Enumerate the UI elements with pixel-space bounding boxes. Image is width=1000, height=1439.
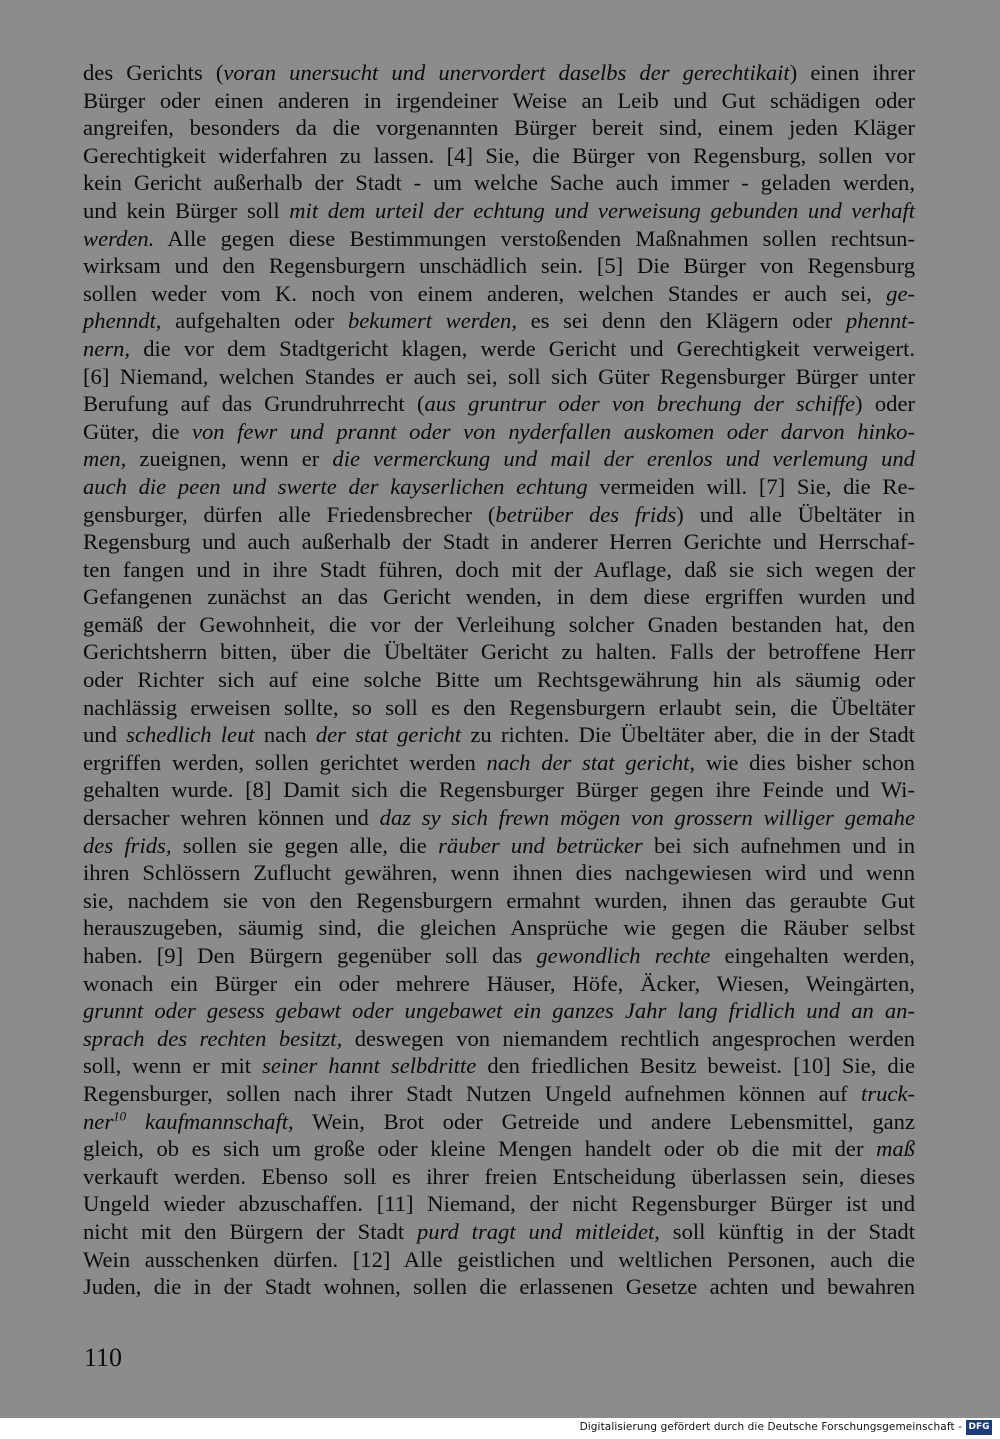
text-line [83, 114, 915, 142]
italic-quote: bekumert werden, [347, 308, 517, 334]
text-line [83, 611, 915, 639]
text-line [83, 418, 915, 446]
italic-quote: räuber und betrücker [438, 832, 643, 858]
text-run: zu richten. Die Übeltäter aber, die in der Stadt [461, 722, 915, 748]
italic-quote: maß [876, 1136, 915, 1162]
text-line [83, 776, 915, 804]
text-run: Wein, Brot oder Getreide und andere Lebensmittel, ganz [293, 1108, 916, 1134]
text-run: deswegen von niemandem rechtlich angesprochen werden [342, 1025, 915, 1051]
footer-credit: Digitalisierung gefördert durch die Deutsche Forschungsgemeinschaft - [579, 1421, 962, 1433]
italic-quote: grunnt oder gesess gebawt oder ungebawet ein ganzes Jahr lang fridlich und an an- [83, 998, 915, 1024]
page-number: 110 [84, 1343, 123, 1372]
text-run: Ungeld wieder abzuschaffen. [11] Niemand, der nicht Regensburger Bürger ist und [83, 1191, 915, 1217]
text-run: Gefangenen zunächst an das Gericht wenden, in dem diese ergriffen wurden und [83, 584, 915, 610]
text-line [83, 1163, 915, 1191]
text-run: bei sich aufnehmen und in [642, 832, 915, 858]
text-run: verkauft werden. Ebenso soll es ihrer freien Entscheidung überlassen sein, dieses [83, 1163, 915, 1189]
text-run: nicht mit den Bürgern der Stadt [83, 1218, 417, 1244]
text-run: wirksam und den Regensburgern unschädlich sein. [5] Die Bürger von Regensburg [83, 253, 915, 279]
text-line [83, 390, 915, 418]
text-run: vermeiden will. [7] Sie, die Re- [587, 473, 915, 499]
text-run: wonach ein Bürger ein oder mehrere Häuser, Höfe, Äcker, Wiesen, Weingärten, [83, 970, 915, 996]
text-run: und kein Bürger soll [83, 197, 290, 223]
text-run: sie, nachdem sie von den Regensburgern ermahnt wurden, ihnen das geraubte Gut [83, 887, 915, 913]
text-line [83, 87, 915, 115]
text-line [83, 1108, 915, 1136]
footer-bar [0, 1418, 1000, 1439]
text-run: Güter, die [83, 418, 192, 444]
italic-quote: von fewr und prannt oder von nyderfallen auskomen oder darvon hinko- [191, 418, 915, 444]
text-run: Berufung auf das Grundruhrrecht ( [83, 391, 425, 417]
text-line [83, 556, 915, 584]
text-line [83, 59, 915, 87]
text-run: den friedlichen Besitz beweist. [10] Sie, die [476, 1053, 916, 1079]
text-run: ten fangen und in ihre Stadt führen, doch mit der Auflage, daß sie sich wegen der [83, 556, 915, 582]
text-line [83, 694, 915, 722]
text-run: und [83, 722, 127, 748]
text-run: ) oder [855, 391, 915, 417]
text-run: nach [254, 722, 316, 748]
footnote-marker: 10 [113, 1108, 127, 1124]
text-line [83, 501, 915, 529]
text-run: die vor dem Stadtgericht klagen, werde Gericht und Gerechtigkeit verweigert. [130, 335, 915, 361]
italic-quote: sprach des rechten besitzt, [83, 1025, 343, 1051]
text-line [83, 1135, 915, 1163]
text-run: angreifen, besonders da die vorgenannten Bürger bereit sind, einem jeden Kläger [83, 115, 915, 141]
text-run: sollen sie gegen alle, die [171, 832, 439, 858]
italic-quote: phenndt, [83, 308, 162, 334]
text-run: gemäß der Gewohnheit, die vor der Verleihung solcher Gnaden bestanden hat, den [83, 611, 915, 637]
italic-quote: daz sy sich frewn mögen von grossern williger gemahe [379, 805, 915, 831]
text-run: des Gerichts ( [83, 60, 224, 85]
text-line [83, 252, 915, 280]
text-line [83, 887, 915, 915]
italic-quote: der stat gericht [315, 722, 462, 748]
text-run: aufgehalten oder [161, 308, 348, 334]
italic-quote: des frids, [83, 832, 172, 858]
text-line [83, 942, 915, 970]
text-run: Regensburger, sollen nach ihrer Stadt Nutzen Ungeld aufnehmen können auf [83, 1080, 862, 1106]
text-line [83, 583, 915, 611]
text-run: nachlässig erweisen sollte, so soll es den Regensburgern erlaubt sein, die Übeltäter [83, 694, 915, 720]
italic-quote: betrüber des frids [495, 501, 677, 527]
text-run: Wein ausschenken dürfen. [12] Alle geistlichen und weltlichen Personen, auch die [83, 1246, 915, 1272]
text-line [83, 859, 915, 887]
text-line [83, 225, 915, 253]
text-run: kein Gericht außerhalb der Stadt - um welche Sache auch immer - geladen werden, [83, 170, 915, 196]
text-run: ihren Schlössern Zuflucht gewähren, wenn ihnen dies nachgewiesen wird und wenn [83, 860, 915, 886]
text-run: soll künftig in der Stadt [659, 1218, 915, 1244]
text-run: wie dies bisher schon [695, 749, 915, 775]
text-line [83, 1218, 915, 1246]
text-line [83, 1246, 915, 1274]
italic-quote: nern, [83, 335, 131, 361]
text-line [83, 749, 915, 777]
italic-quote: auch die peen und swerte der kayserlichen echtung [83, 473, 588, 499]
italic-quote: werden. [83, 225, 155, 251]
text-line [83, 528, 915, 556]
text-line [83, 1080, 915, 1108]
text-run: [6] Niemand, welchen Standes er auch sei, soll sich Güter Regensburger Bürger unter [83, 363, 915, 389]
text-run: eingehalten werden, [710, 943, 915, 968]
text-line [83, 1052, 915, 1080]
text-run: Gerichtsherrn bitten, über die Übeltäter Gericht zu halten. Falls der betroffene Herr [83, 639, 915, 665]
text-run: es sei denn den Klägern oder [517, 308, 846, 334]
text-run: Regensburg und auch außerhalb der Stadt in anderer Herren Gerichte und Herrschaf- [83, 529, 915, 555]
text-line [83, 666, 915, 694]
text-run: herauszugeben, säumig sind, die gleichen Ansprüche wie gegen die Räuber selbst [83, 915, 915, 941]
text-line [83, 1025, 915, 1053]
text-line [83, 832, 915, 860]
text-run: ) einen ihrer [789, 60, 915, 85]
text-run: Alle gegen diese Bestimmungen verstoßenden Maßnahmen sollen rechtsun- [154, 225, 915, 251]
text-line [83, 473, 915, 501]
text-line [83, 1273, 915, 1301]
italic-quote: voran unersucht und unervordert daselbs der gerechtikait [223, 60, 790, 85]
dfg-logo: DFG [966, 1420, 992, 1435]
text-line [83, 997, 915, 1025]
italic-quote: purd tragt und mitleidet, [416, 1218, 660, 1244]
italic-quote: schedlich leut [126, 722, 255, 748]
text-line [83, 363, 915, 391]
text-line [83, 445, 915, 473]
text-line [83, 335, 915, 363]
text-run: haben. [9] Den Bürgern gegenüber soll das [83, 943, 537, 968]
text-run: Juden, die in der Stadt wohnen, sollen die erlassenen Gesetze achten und bewahren [83, 1274, 915, 1300]
text-run: Bürger oder einen anderen in irgendeiner Weise an Leib und Gut schädigen oder [83, 87, 915, 113]
text-line [83, 197, 915, 225]
text-run: sollen weder vom K. noch von einem anderen, welchen Standes er auch sei, [83, 280, 887, 306]
text-line [83, 638, 915, 666]
text-run: zueignen, wenn er [126, 446, 333, 472]
text-line [83, 280, 915, 308]
body-text [83, 59, 915, 1301]
italic-quote: ner [83, 1108, 114, 1134]
italic-quote: nach der stat gericht, [486, 749, 696, 775]
text-line [83, 914, 915, 942]
text-run: dersacher wehren können und [83, 805, 380, 831]
italic-quote: phennt- [845, 308, 915, 334]
text-run: soll, wenn er mit [83, 1053, 263, 1079]
text-run: oder Richter sich auf eine solche Bitte um Rechtsgewährung hin als säumig oder [83, 667, 915, 693]
text-run: gleich, ob es sich um große oder kleine Mengen handelt oder ob die mit der [83, 1136, 877, 1162]
italic-quote: mit dem urteil der echtung und verweisung gebunden und verhaft [289, 197, 915, 223]
text-run: gehalten wurde. [8] Damit sich die Regensburger Bürger gegen ihre Feinde und Wi- [83, 777, 915, 803]
text-line [83, 1190, 915, 1218]
text-run: ) und alle Übeltäter in [676, 501, 915, 527]
italic-quote: ge- [886, 280, 915, 306]
italic-quote: gewondlich rechte [536, 943, 711, 968]
text-line [83, 721, 915, 749]
text-line [83, 970, 915, 998]
italic-quote: aus gruntrur oder von brechung der schiffe [424, 391, 856, 417]
italic-quote: truck- [861, 1080, 915, 1106]
italic-quote: men, [83, 446, 127, 472]
text-run: ergriffen werden, sollen gerichtet werden [83, 749, 487, 775]
text-run [126, 1109, 145, 1134]
italic-quote: kaufmannschaft, [144, 1108, 294, 1134]
text-line [83, 142, 915, 170]
text-line [83, 169, 915, 197]
text-line [83, 307, 915, 335]
text-run: gensburger, dürfen alle Friedensbrecher ( [83, 501, 496, 527]
text-line [83, 804, 915, 832]
text-run: Gerechtigkeit widerfahren zu lassen. [4] Sie, die Bürger von Regensburg, sollen vor [83, 142, 915, 168]
italic-quote: die vermerckung und mail der erenlos und verlemung und [332, 446, 915, 472]
italic-quote: seiner hannt selbdritte [262, 1053, 477, 1079]
